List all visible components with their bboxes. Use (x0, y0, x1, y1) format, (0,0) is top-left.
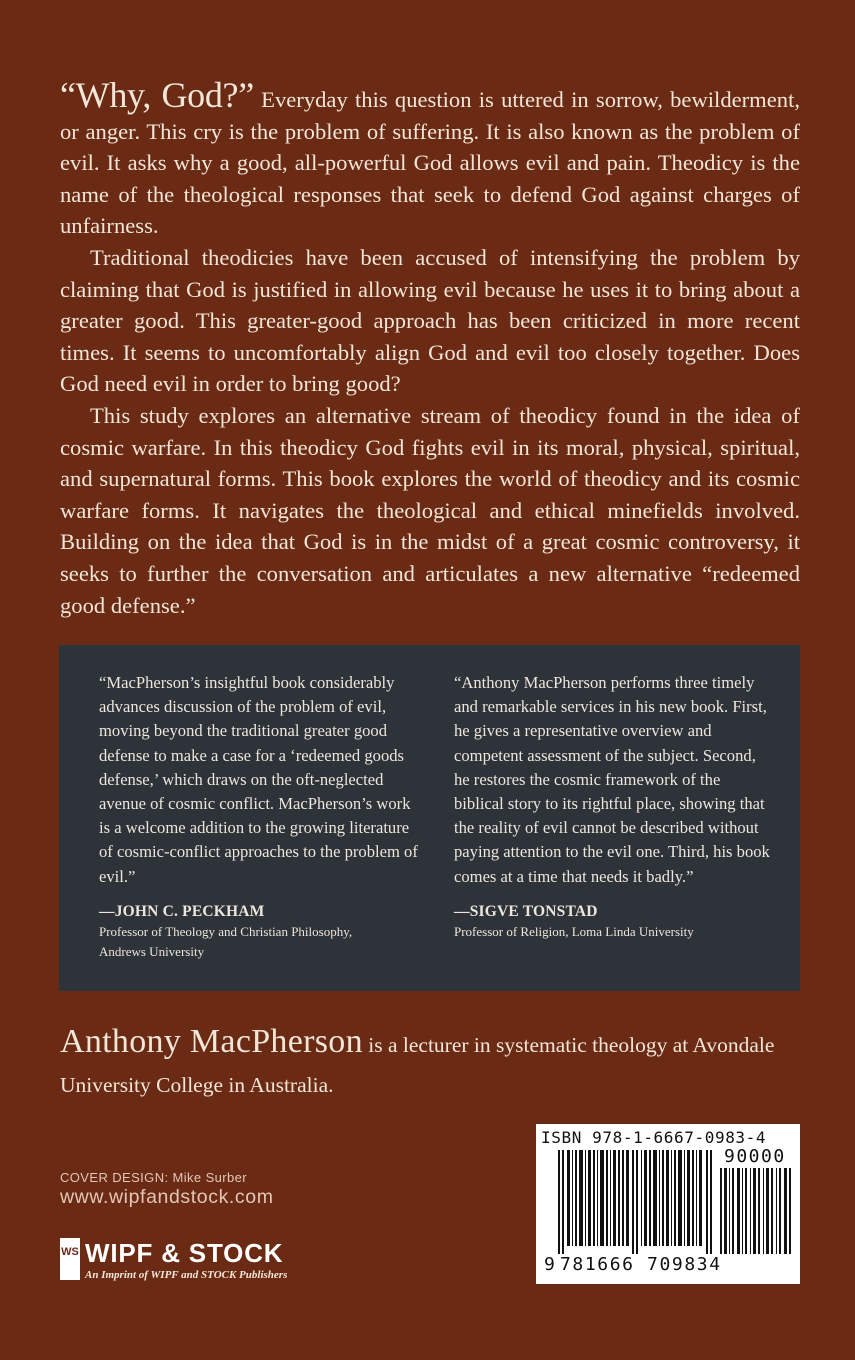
endorsement-text: “MacPherson’s insightful book considerably advances discussion of the problem of evil, moving beyond the traditional greater good defense to make a case for a ‘redeemed goods defense,’ which draws on the oft-neglected avenue of cosmic conflict. MacPherson’s work is a welcome addition to the growing literature of cosmic-conflict approaches to the problem of evil.” (99, 673, 418, 886)
endorsement-peckham (99, 671, 419, 962)
ws-logo-icon: WS (60, 1238, 80, 1280)
endorsement-author: —SIGVE TONSTAD (454, 902, 598, 920)
endorsement-role: Professor of Religion, Loma Linda University (454, 923, 694, 939)
description-paragraph-1 (60, 75, 801, 242)
endorsement-tonstad (454, 671, 774, 942)
cover-designer: Mike Surber (168, 1170, 247, 1185)
lead-quote: “Why, God?” (60, 75, 254, 115)
isbn-number: ISBN 978-1-6667-0983-4 (541, 1128, 767, 1147)
description-paragraph-3: This study explores an alternative stream of theodicy found in the idea of cosmic warfare. In this theodicy God fights evil in its moral, physical, spiritual, and supernatural forms. This book explores the world of theodicy and its cosmic warfare forms. It navigates the theological and ethical minefields involved. Building on the idea that God is in the midst of a great cosmic controversy, it seeks to further the conversation and articulates a new alternative “redeemed good defense.” (60, 402, 800, 618)
author-name: Anthony MacPherson (60, 1023, 363, 1060)
publisher-name: WIPF & STOCK (85, 1238, 284, 1268)
credits (60, 1170, 274, 1209)
endorsement-text: “Anthony MacPherson performs three timely and remarkable services in his new book. First, he gives a representative overview and competent assessment of the subject. Second, he restores the cosmic framework of the biblical story to its rightful place, showing that the reality of evil cannot be described without paying attention to the evil one. Third, his book comes at a time that needs it badly.” (454, 673, 770, 886)
addon-price-code: 90000 (724, 1146, 786, 1167)
ean-first-digit: 9 (544, 1254, 555, 1275)
endorsement-affiliation: Andrews University (99, 943, 205, 959)
endorsement-role: Professor of Theology and Christian Philosophy, (99, 923, 353, 939)
endorsement-author: —JOHN C. PECKHAM (99, 902, 265, 920)
cover-design-credit (60, 1170, 274, 1185)
book-description (60, 75, 801, 621)
author-bio-text: is a lecturer in systematic theology at Avondale University College in Australia. (60, 1033, 775, 1097)
isbn-barcode (536, 1124, 800, 1284)
addon-barcode-icon (720, 1168, 792, 1254)
cover-design-label: COVER DESIGN: (60, 1170, 169, 1185)
description-paragraph-2: Traditional theodicies have been accused of intensifying the problem by claiming that God is justified in allowing evil because he uses it to bring about a greater good. This greater-good approach has been criticized in more recent times. It seems to uncomfortably align God and evil too closely together. Does God need evil in order to bring good? (60, 244, 800, 397)
publisher-website[interactable]: www.wipfandstock.com (60, 1186, 274, 1208)
author-bio (60, 1022, 820, 1105)
publisher-tagline: An Imprint of WIPF and STOCK Publishers (85, 1269, 288, 1281)
ean-barcode-icon (558, 1150, 714, 1254)
paragraph-1-text: Everyday this question is uttered in sorrow, bewilderment, or anger. This cry is the problem of suffering. It is also known as the problem of evil. It asks why a good, all-powerful God allows evil and pain. Theodicy is the name of the theological responses that seek to defend God against charges of unfairness. (60, 87, 801, 239)
endorsements-panel (59, 645, 800, 991)
ean-digits: 781666 709834 (560, 1254, 722, 1275)
